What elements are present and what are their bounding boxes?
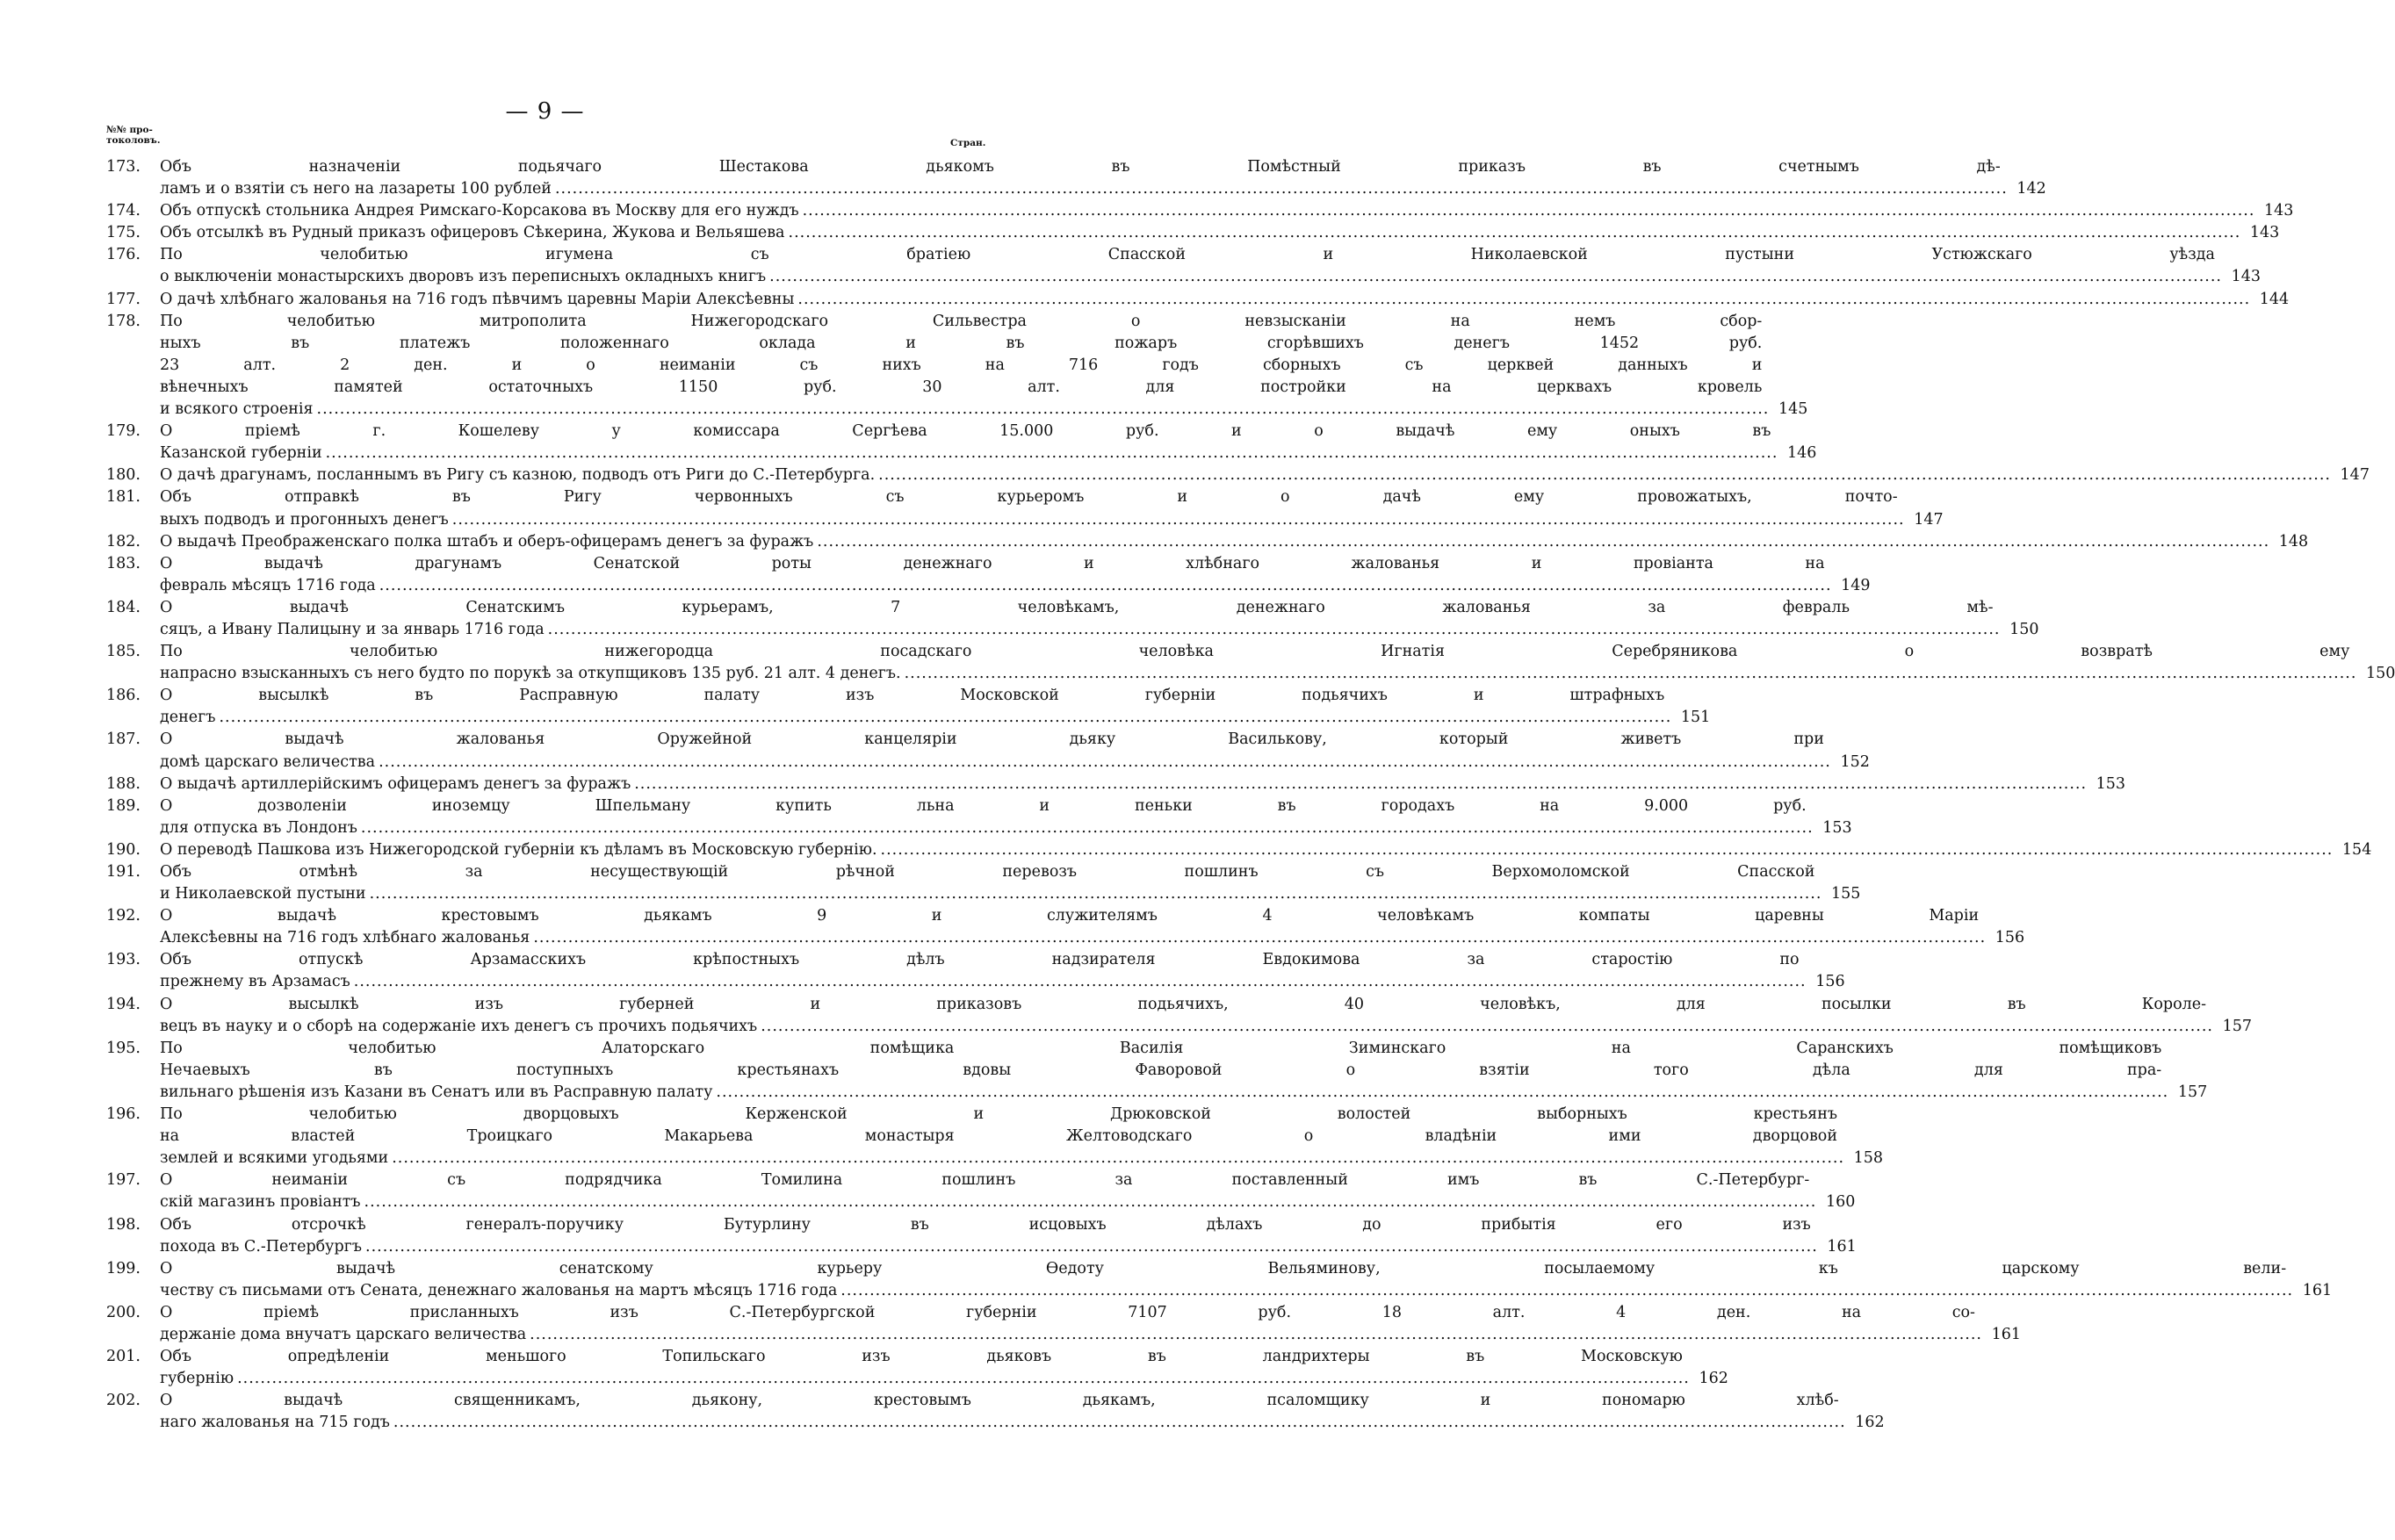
- entry-page-number: 143: [2249, 224, 2280, 242]
- entry-number: 179.: [106, 422, 141, 441]
- entry-page-number: 158: [1853, 1149, 1884, 1168]
- entry-page-number: 147: [1914, 510, 1944, 529]
- leader-dots: [634, 774, 2087, 795]
- leader-dots: [761, 1016, 2213, 1038]
- entry-text-line: Казанской губернiи: [160, 444, 322, 463]
- toc-entry: [106, 774, 2126, 795]
- toc-entry: [106, 531, 2309, 553]
- entry-text-line: губернiю: [160, 1370, 234, 1388]
- toc-entry: [106, 839, 2372, 861]
- entry-page-number: 143: [2264, 202, 2294, 220]
- entry-text-line: вильнаго рѣшенiя изъ Казани въ Сенатъ или въ Расправную палату: [160, 1083, 713, 1101]
- toc-entry: [106, 1302, 2021, 1346]
- entry-page-number: 153: [1822, 818, 1852, 837]
- entry-number: 183.: [106, 554, 141, 572]
- toc-entry: [106, 994, 2252, 1038]
- entry-last-line: [160, 839, 2371, 861]
- entry-number: 186.: [106, 687, 141, 705]
- entry-last-line: [160, 222, 2279, 244]
- entry-body: [160, 464, 2370, 486]
- entry-body: [160, 486, 1944, 530]
- entry-number: 182.: [106, 532, 141, 551]
- column-header-left: [106, 125, 161, 146]
- toc-entry: [106, 641, 2395, 685]
- entry-body: [160, 200, 2293, 222]
- toc-entry: [106, 222, 2280, 244]
- entry-text-line: Объ отправкѣ въ Ригу червонныхъ съ курьеромъ и о дачѣ ему провожатыхъ, почто-: [160, 488, 1898, 507]
- leader-dots: [840, 1280, 2293, 1302]
- entry-body: [160, 1104, 1883, 1169]
- entry-number: 200.: [106, 1303, 141, 1321]
- entry-body: [160, 774, 2125, 795]
- leader-dots: [317, 399, 1770, 421]
- entry-text-line: о выключенiи монастырскихъ дворовъ изъ переписныхъ окладныхъ книгъ: [160, 268, 767, 286]
- toc-entry: [106, 905, 2025, 949]
- entry-number: 191.: [106, 863, 141, 881]
- entry-last-line: [160, 1016, 2252, 1038]
- entry-text-line: О выдачѣ крестовымъ дьякамъ 9 и служителямъ 4 человѣкамъ компаты царевны Марiи: [160, 907, 1980, 925]
- entry-last-line: [160, 531, 2308, 553]
- entry-page-number: 152: [1840, 752, 1870, 771]
- entry-page-number: 153: [2096, 774, 2126, 793]
- entry-number: 174.: [106, 202, 141, 220]
- entry-text-line: О выдачѣ сенатскому курьеру Ѳедоту Вельяминову, посылаемому къ царскому вели-: [160, 1259, 2287, 1277]
- entry-body: [160, 1038, 2207, 1104]
- entry-text-line: О переводѣ Пашкова изъ Нижегородской губернiи къ дѣламъ въ Московскую губернiю.: [160, 840, 877, 859]
- entry-body: [160, 949, 1845, 993]
- entry-last-line: [160, 927, 2024, 949]
- leader-dots: [392, 1148, 1844, 1169]
- entry-body: [160, 839, 2371, 861]
- column-header-right: Стран.: [950, 138, 986, 148]
- entry-text-line: О неиманiи съ подрядчика Томилина пошлинъ за поставленный имъ въ С.-Петербург-: [160, 1171, 1810, 1190]
- toc-entry: [106, 1390, 1885, 1434]
- entry-number: 178.: [106, 312, 141, 330]
- entry-last-line: [160, 266, 2261, 288]
- entry-last-line: [160, 1148, 1883, 1169]
- entry-text-line: наго жалованья на 715 годъ: [160, 1414, 390, 1432]
- entry-body: [160, 1169, 1855, 1213]
- entry-body: [160, 905, 2024, 949]
- entry-page-number: 143: [2231, 268, 2261, 286]
- leader-dots: [716, 1082, 2168, 1104]
- toc-entry: [106, 244, 2261, 288]
- toc-entry: [106, 553, 1871, 597]
- toc-entry: [106, 1214, 1857, 1258]
- entry-body: [160, 641, 2395, 685]
- entry-text-line: денегъ: [160, 709, 216, 727]
- leader-dots: [370, 883, 1822, 905]
- entry-number: 192.: [106, 907, 141, 925]
- entry-text-line: О прiемѣ присланныхъ изъ С.-Петербургской губернiи 7107 руб. 18 алт. 4 ден. на со-: [160, 1303, 1975, 1321]
- entry-text-line: О прiемѣ г. Кошелеву у комиссара Сергѣева 15.000 руб. и о выдачѣ ему оныхъ въ: [160, 422, 1771, 441]
- entry-text-line: и Николаевской пустыни: [160, 885, 366, 903]
- entry-text-line: Объ отпускѣ стольника Андрея Римскаго-Корсакова въ Москву для его нуждъ: [160, 202, 799, 220]
- leader-dots: [237, 1368, 1690, 1390]
- entry-text-line: По челобитью игумена съ братiею Спасской и Николаевской пустыни Устюжскаго уѣзда: [160, 246, 2215, 264]
- entry-last-line: [160, 883, 1860, 905]
- entry-last-line: [160, 619, 2038, 641]
- entry-number: 198.: [106, 1215, 141, 1234]
- leader-dots: [361, 817, 1814, 839]
- entry-body: [160, 1258, 2332, 1302]
- entry-text-line: вецъ въ науку и о сборѣ на содержанiе ихъ денегъ съ прочихъ подьячихъ: [160, 1017, 758, 1035]
- entry-body: [160, 597, 2038, 641]
- toc-entry: [106, 685, 1711, 729]
- column-header-left-line1: №№ про-: [106, 125, 153, 135]
- entry-number: 194.: [106, 995, 141, 1013]
- entry-page-number: 147: [2340, 466, 2370, 485]
- leader-dots: [769, 266, 2222, 288]
- entry-body: [160, 1390, 1885, 1434]
- entry-page-number: 151: [1680, 709, 1711, 727]
- leader-dots: [533, 927, 1986, 949]
- toc-entry: [106, 1038, 2208, 1104]
- entry-last-line: [160, 663, 2395, 685]
- entry-last-line: [160, 1412, 1885, 1434]
- leader-dots: [379, 752, 1831, 774]
- entry-body: [160, 311, 1807, 421]
- entry-text-line: О дозволенiи иноземцу Шпельману купить льна и пеньки въ городахъ на 9.000 руб.: [160, 796, 1807, 815]
- entry-body: [160, 222, 2279, 244]
- entry-text-line: По челобитью нижегородца посадскаго человѣка Игнатiя Серебряникова о возвратѣ ему: [160, 643, 2350, 661]
- toc-entry: [106, 597, 2039, 641]
- entry-number: 201.: [106, 1348, 141, 1366]
- entry-page-number: 149: [1841, 576, 1871, 594]
- entry-number: 189.: [106, 796, 141, 815]
- entry-text-line: Алексѣевны на 716 годъ хлѣбнаго жалованья: [160, 929, 530, 947]
- entry-page-number: 161: [2302, 1281, 2333, 1299]
- page-number: — 9 —: [505, 98, 585, 125]
- leader-dots: [354, 971, 1807, 993]
- leader-dots: [452, 509, 1905, 531]
- entry-text-line: Объ отсылкѣ въ Рудный приказъ офицеровъ Сѣкерина, Жукова и Вельяшева: [160, 224, 785, 242]
- entry-body: [160, 421, 1816, 464]
- entry-text-line: ламъ и о взятiи съ него на лазареты 100 рублей: [160, 180, 552, 198]
- entry-text-line: и всякого строенiя: [160, 400, 314, 419]
- toc-entry: [106, 729, 1870, 773]
- entry-text-line: сяцъ, а Ивану Палицыну и за январь 1716 года: [160, 620, 545, 638]
- entry-number: 202.: [106, 1392, 141, 1410]
- entry-page-number: 156: [1815, 973, 1845, 991]
- entry-last-line: [160, 464, 2370, 486]
- toc-entry: [106, 861, 1861, 905]
- entry-text-line: Объ отмѣнѣ за несуществующiй рѣчной перевозъ пошлинъ съ Верхомоломской Спасской: [160, 863, 1815, 881]
- entry-last-line: [160, 1280, 2332, 1302]
- entry-body: [160, 1346, 1728, 1390]
- toc-entry: [106, 421, 1817, 464]
- entry-last-line: [160, 575, 1871, 597]
- entry-page-number: 144: [2259, 290, 2290, 308]
- leader-dots: [555, 178, 2008, 200]
- toc-entry: [106, 795, 1852, 839]
- entry-text-line: О выдачѣ драгунамъ Сенатской роты денежнаго и хлѣбнаго жалованья и провiанта на: [160, 554, 1825, 572]
- entry-page-number: 156: [1995, 929, 2025, 947]
- entry-number: 197.: [106, 1171, 141, 1190]
- entry-page-number: 161: [1991, 1325, 2021, 1343]
- entry-text-line: Объ назначенiи подьячаго Шестакова дьякомъ въ Помѣстный приказъ въ счетнымъ дѣ-: [160, 158, 2001, 176]
- entry-last-line: [160, 1191, 1855, 1213]
- entry-page-number: 142: [2016, 180, 2046, 198]
- entry-text-line: О дачѣ драгунамъ, посланнымъ въ Ригу съ казною, подводъ отъ Риги до С.-Петербурга.: [160, 466, 876, 485]
- entry-last-line: [160, 707, 1710, 729]
- entry-text-line: напрасно взысканныхъ съ него будто по порукѣ за откупщиковъ 135 руб. 21 алт. 4 денегъ.: [160, 665, 901, 683]
- leader-dots: [881, 839, 2334, 861]
- entry-number: 193.: [106, 951, 141, 969]
- toc-entry: [106, 156, 2046, 200]
- entry-page-number: 162: [1699, 1370, 1728, 1388]
- entry-last-line: [160, 509, 1944, 531]
- entry-number: 180.: [106, 466, 141, 485]
- entry-text-line: О выдачѣ Сенатскимъ курьерамъ, 7 человѣкамъ, денежнаго жалованья за февраль мѣ-: [160, 598, 1994, 616]
- entry-body: [160, 861, 1860, 905]
- leader-dots: [548, 619, 2001, 641]
- entry-text-line: По челобитью митрополита Нижегородскаго Сильвестра о невзысканiи на немъ сбор-: [160, 312, 1763, 330]
- entry-text-line: землей и всякими угодьями: [160, 1149, 389, 1168]
- entry-last-line: [160, 178, 2046, 200]
- entry-number: 195.: [106, 1039, 141, 1057]
- entry-number: 173.: [106, 158, 141, 176]
- entry-text-line: февраль мѣсяцъ 1716 года: [160, 576, 376, 594]
- leader-dots: [905, 663, 2357, 685]
- entry-body: [160, 729, 1870, 773]
- entry-text-line: на властей Троицкаго Макарьева монастыря Желтоводскаго о владѣнiи ими дворцовой: [160, 1127, 1838, 1146]
- entry-text-line: О высылкѣ въ Расправную палату изъ Московской губернiи подьячихъ и штрафныхъ: [160, 687, 1665, 705]
- entry-last-line: [160, 817, 1852, 839]
- entry-text-line: О высылкѣ изъ губерней и приказовъ подьячихъ, 40 человѣкъ, для посылки въ Короле-: [160, 995, 2206, 1013]
- entry-body: [160, 1214, 1857, 1258]
- entry-text-line: По челобитью Алаторскаго помѣщика Василiя Зиминскаго на Саранскихъ помѣщиковъ: [160, 1039, 2162, 1057]
- entry-text-line: Объ отпускѣ Арзамасскихъ крѣпостныхъ дѣлъ надзирателя Евдокимова за старостiю по: [160, 951, 1800, 969]
- entry-text-line: прежнему въ Арзамасъ: [160, 973, 350, 991]
- entry-text-line: скiй магазинъ провiантъ: [160, 1193, 361, 1212]
- leader-dots: [219, 707, 1671, 729]
- leader-dots: [379, 575, 1832, 597]
- entry-page-number: 145: [1778, 400, 1808, 419]
- leader-dots: [803, 200, 2255, 222]
- entry-text-line: Нечаевыхъ въ поступныхъ крестьянахъ вдовы Фаворовой о взятiи того дѣла для пра-: [160, 1061, 2162, 1079]
- entry-number: 177.: [106, 290, 141, 308]
- entry-page-number: 154: [2341, 840, 2372, 859]
- entry-body: [160, 553, 1871, 597]
- entry-body: [160, 531, 2308, 553]
- toc-entry: [106, 1258, 2333, 1302]
- leader-dots: [797, 289, 2250, 311]
- entry-text-line: для отпуска въ Лондонъ: [160, 818, 357, 837]
- entry-page-number: 150: [2366, 665, 2395, 683]
- entry-last-line: [160, 1368, 1728, 1390]
- leader-dots: [393, 1412, 1846, 1434]
- entry-page-number: 150: [2009, 620, 2039, 638]
- toc-entry: [106, 464, 2370, 486]
- entry-text-line: честву съ письмами отъ Сената, денежнаго жалованья на мартъ мѣсяцъ 1716 года: [160, 1281, 838, 1299]
- entry-last-line: [160, 399, 1807, 421]
- entry-page-number: 161: [1827, 1237, 1857, 1256]
- entry-body: [160, 795, 1852, 839]
- entry-last-line: [160, 289, 2289, 311]
- entry-text-line: ныхъ въ платежъ положеннаго оклада и въ пожаръ сгорѣвшихъ денегъ 1452 руб.: [160, 334, 1763, 352]
- entry-page-number: 146: [1787, 444, 1817, 463]
- entry-body: [160, 994, 2252, 1038]
- entry-body: [160, 156, 2046, 200]
- entry-text-line: 23 алт. 2 ден. и о неиманiи съ нихъ на 716 годъ сборныхъ съ церквей данныхъ и: [160, 356, 1763, 374]
- leader-dots: [364, 1191, 1817, 1213]
- entry-number: 184.: [106, 598, 141, 616]
- entry-number: 190.: [106, 840, 141, 859]
- entry-last-line: [160, 752, 1870, 774]
- entry-text-line: домѣ царскаго величества: [160, 752, 376, 771]
- entry-number: 188.: [106, 774, 141, 793]
- entry-last-line: [160, 774, 2125, 795]
- leader-dots: [817, 531, 2269, 553]
- entry-text-line: О выдачѣ жалованья Оружейной канцелярiи дьяку Василькову, который живетъ при: [160, 730, 1824, 749]
- entry-text-line: выхъ подводъ и прогонныхъ денегъ: [160, 510, 449, 529]
- entry-number: 187.: [106, 730, 141, 749]
- column-header-left-line2: токоловъ.: [106, 135, 161, 146]
- entry-number: 185.: [106, 643, 141, 661]
- entry-page-number: 148: [2278, 532, 2309, 551]
- toc-entry: [106, 486, 1944, 530]
- entry-page-number: 160: [1825, 1193, 1856, 1212]
- entry-body: [160, 685, 1710, 729]
- entry-text-line: О выдачѣ священникамъ, дьякону, крестовымъ дьякамъ, псаломщику и пономарю хлѣб-: [160, 1392, 1839, 1410]
- entry-text-line: Объ отсрочкѣ генералъ-поручику Бутурлину въ исцовыхъ дѣлахъ до прибытiя его изъ: [160, 1215, 1811, 1234]
- entry-text-line: похода въ С.-Петербургъ: [160, 1237, 362, 1256]
- entry-last-line: [160, 971, 1845, 993]
- entry-page-number: 162: [1855, 1414, 1885, 1432]
- leader-dots: [530, 1324, 1982, 1346]
- entry-body: [160, 244, 2261, 288]
- entry-last-line: [160, 1236, 1857, 1258]
- toc-entry: [106, 1104, 1884, 1169]
- entries-list: [106, 156, 2395, 1434]
- entry-page-number: 155: [1831, 885, 1861, 903]
- entry-number: 175.: [106, 224, 141, 242]
- entry-last-line: [160, 1324, 2021, 1346]
- toc-entry: [106, 949, 1845, 993]
- entry-text-line: О выдачѣ Преображенскаго полка штабъ и оберъ-офицерамъ денегъ за фуражъ: [160, 532, 814, 551]
- entry-last-line: [160, 200, 2293, 222]
- entry-last-line: [160, 1082, 2207, 1104]
- entry-text-line: вѣнечныхъ памятей остаточныхъ 1150 руб. 30 алт. для постройки на церквахъ кровель: [160, 378, 1763, 396]
- leader-dots: [789, 222, 2241, 244]
- entry-number: 181.: [106, 488, 141, 507]
- entry-number: 196.: [106, 1105, 141, 1124]
- entry-body: [160, 1302, 2021, 1346]
- leader-dots: [878, 464, 2331, 486]
- entry-body: [160, 289, 2289, 311]
- entry-page-number: 157: [2177, 1083, 2208, 1101]
- leader-dots: [326, 443, 1778, 464]
- toc-entry: [106, 289, 2290, 311]
- entry-last-line: [160, 443, 1816, 464]
- entry-text-line: Объ опредѣленiи меньшого Топильскаго изъ дьяковъ въ ландрихтеры въ Московскую: [160, 1348, 1683, 1366]
- entry-number: 176.: [106, 246, 141, 264]
- entry-text-line: По челобитью дворцовыхъ Керженской и Дрюковской волостей выборныхъ крестьянъ: [160, 1105, 1838, 1124]
- leader-dots: [365, 1236, 1818, 1258]
- toc-entry: [106, 200, 2294, 222]
- entry-page-number: 157: [2222, 1017, 2252, 1035]
- entry-text-line: держанiе дома внучатъ царскаго величества: [160, 1325, 527, 1343]
- entry-number: 199.: [106, 1259, 141, 1277]
- toc-entry: [106, 1169, 1856, 1213]
- toc-entry: [106, 1346, 1728, 1390]
- entry-text-line: О дачѣ хлѣбнаго жалованья на 716 годъ пѣвчимъ царевны Марiи Алексѣевны: [160, 290, 795, 308]
- toc-entry: [106, 311, 1808, 421]
- entry-text-line: О выдачѣ артиллерiйскимъ офицерамъ денегъ за фуражъ: [160, 774, 631, 793]
